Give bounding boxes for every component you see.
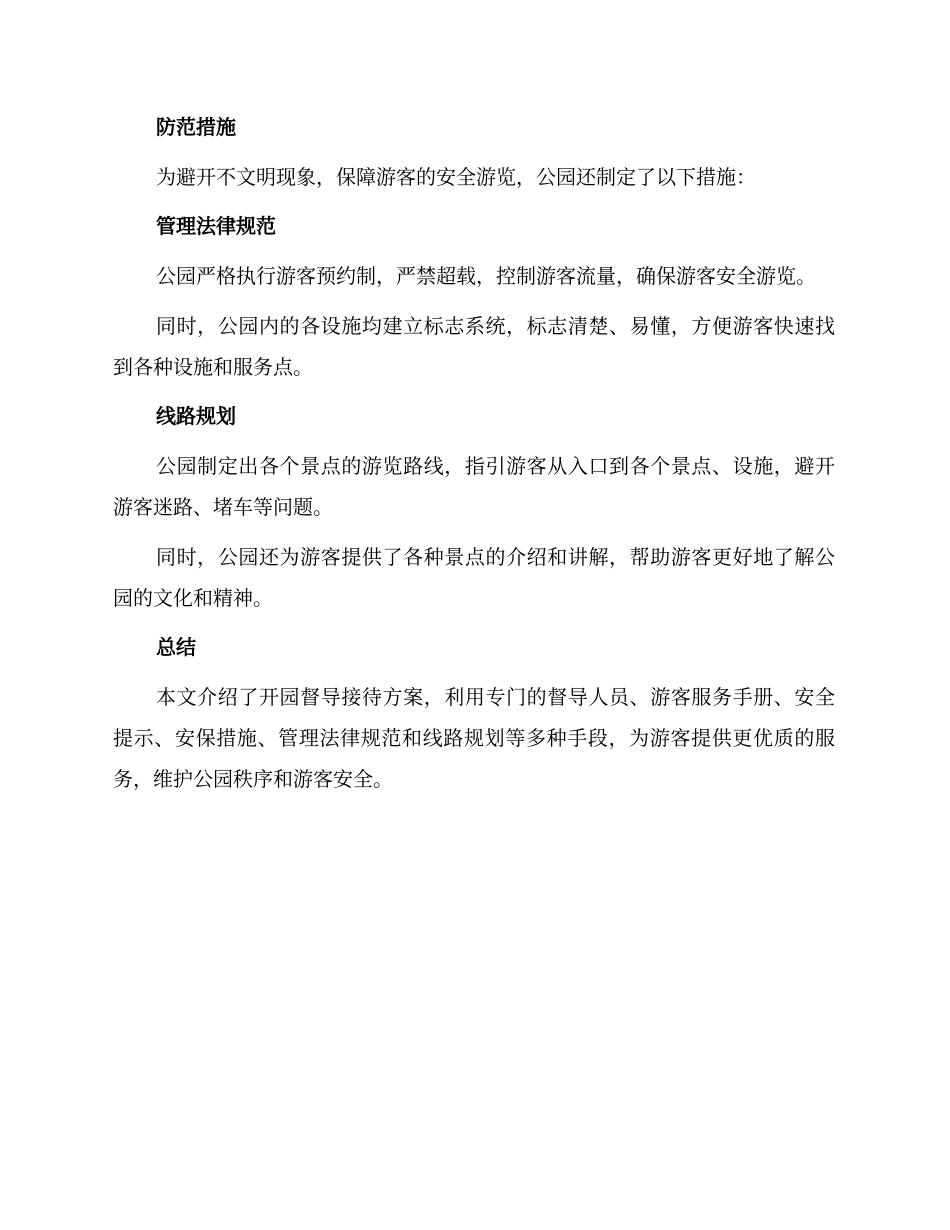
section-heading: 线路规划: [156, 404, 236, 428]
paragraph: 同时，公园还为游客提供了各种景点的介绍和讲解，帮助游客更好地了解公园的文化和精神。: [113, 545, 835, 610]
section-heading: 管理法律规范: [156, 214, 276, 238]
section-summary: [113, 628, 835, 800]
section-heading: 防范措施: [156, 115, 236, 139]
section-legal-regulations: [113, 207, 835, 388]
section-heading: 总结: [156, 635, 196, 659]
paragraph: 公园制定出各个景点的游览路线，指引游客从入口到各个景点、设施，避开游客迷路、堵车等问题。: [113, 454, 835, 519]
paragraph: 同时，公园内的各设施均建立标志系统，标志清楚、易懂，方便游客快速找到各种设施和服务点。: [113, 314, 835, 379]
section-route-planning: [113, 397, 835, 619]
paragraph: 本文介绍了开园督导接待方案，利用专门的督导人员、游客服务手册、安全提示、安保措施、管理法律规范和线路规划等多种手段，为游客提供更优质的服务，维护公园秩序和游客安全。: [113, 685, 835, 791]
document-page: [113, 108, 835, 809]
section-precautions: [113, 108, 835, 198]
paragraph: 为避开不文明现象，保障游客的安全游览，公园还制定了以下措施：: [156, 165, 756, 189]
paragraph: 公园严格执行游客预约制，严禁超载，控制游客流量，确保游客安全游览。: [156, 264, 816, 288]
